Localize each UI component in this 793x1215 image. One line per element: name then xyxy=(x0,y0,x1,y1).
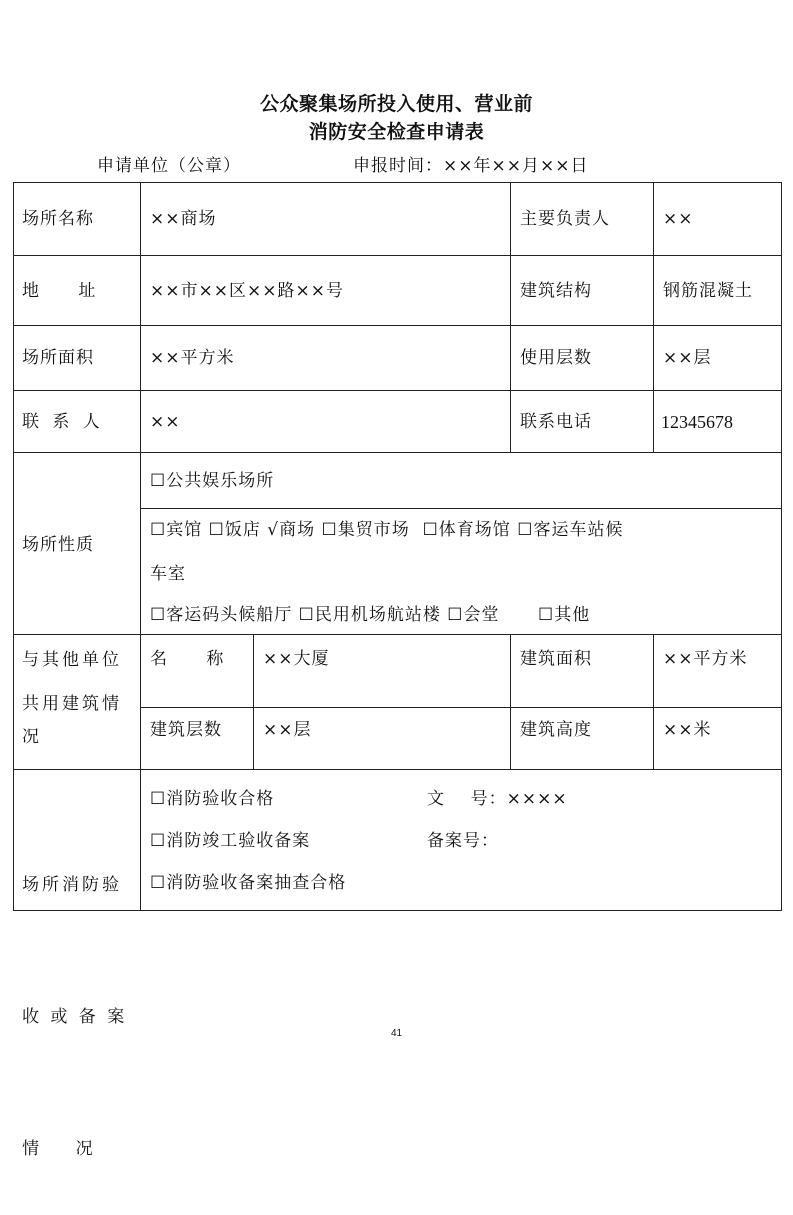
column-divider xyxy=(140,182,141,911)
shared-label-line1: 与其他单位 xyxy=(22,650,122,670)
address-value: ××市××区××路××号 xyxy=(150,281,344,301)
acceptance-option-record: ☐消防竣工验收备案 xyxy=(150,831,311,851)
submission-date-label: 申报时间：××年××月××日 xyxy=(353,156,589,176)
shared-label-line3: 况 xyxy=(22,727,42,747)
row-divider xyxy=(13,452,782,453)
shared-area-value: ××平方米 xyxy=(663,649,748,669)
shared-name-value: ××大厦 xyxy=(263,649,330,669)
shared-name-label: 名 称 xyxy=(150,649,225,669)
row-divider xyxy=(13,325,782,326)
column-divider xyxy=(510,182,511,452)
nature-option-line1: ☐公共娱乐场所 xyxy=(150,471,275,491)
applicant-unit-label: 申请单位（公章） xyxy=(97,156,241,176)
row-divider xyxy=(140,707,782,708)
address-label: 地 址 xyxy=(22,281,97,301)
phone-label: 联系电话 xyxy=(520,412,592,432)
row-divider xyxy=(13,634,782,635)
row-divider xyxy=(13,769,782,770)
nature-option-line4: ☐客运码头候船厅 ☐民用机场航站楼 ☐会堂 ☐其他 xyxy=(150,605,591,625)
area-value: ××平方米 xyxy=(150,348,235,368)
row-divider xyxy=(13,255,782,256)
venue-name-label: 场所名称 xyxy=(22,209,94,229)
row-divider xyxy=(13,390,782,391)
contact-label: 联 系 人 xyxy=(22,412,104,432)
structure-label: 建筑结构 xyxy=(520,281,592,301)
acceptance-label-line3: 情 况 xyxy=(22,1139,96,1159)
row-divider xyxy=(140,508,782,509)
acceptance-option-passed: ☐消防验收合格 xyxy=(150,789,275,809)
structure-value: 钢筋混凝土 xyxy=(663,281,753,301)
shared-height-value: ××米 xyxy=(663,720,712,740)
phone-value: 12345678 xyxy=(661,412,733,432)
floors-used-value: ××层 xyxy=(663,348,712,368)
shared-building-label xyxy=(22,638,122,750)
acceptance-label-line1: 场所消防验 xyxy=(22,875,122,895)
area-label: 场所面积 xyxy=(22,348,94,368)
main-person-label: 主要负责人 xyxy=(520,209,610,229)
acceptance-label-line2: 收 或 备 案 xyxy=(22,1007,128,1027)
shared-label-line2: 共用建筑情 xyxy=(22,694,122,714)
record-number: 备案号： xyxy=(427,831,499,851)
form-title-line1: 公众聚集场所投入使用、营业前 xyxy=(259,93,533,115)
venue-name-value: ××商场 xyxy=(150,209,217,229)
floors-used-label: 使用层数 xyxy=(520,348,592,368)
shared-floors-value: ××层 xyxy=(263,720,312,740)
column-divider xyxy=(253,634,254,769)
nature-option-line2: ☐宾馆 ☐饭店 √商场 ☐集贸市场 ☐体育场馆 ☐客运车站候 xyxy=(150,520,624,540)
document-number: 文 号：×××× xyxy=(427,789,568,809)
nature-option-line3: 车室 xyxy=(150,564,186,584)
nature-label: 场所性质 xyxy=(22,535,94,555)
form-title-line2: 消防安全检查申请表 xyxy=(308,121,485,143)
column-divider xyxy=(653,634,654,769)
acceptance-option-spot-check: ☐消防验收备案抽查合格 xyxy=(150,873,347,893)
main-person-value: ×× xyxy=(663,209,694,229)
shared-height-label: 建筑高度 xyxy=(520,720,592,740)
column-divider xyxy=(510,634,511,769)
shared-area-label: 建筑面积 xyxy=(520,649,592,669)
acceptance-label xyxy=(22,775,127,1215)
column-divider xyxy=(653,182,654,452)
page-number: 41 xyxy=(390,1028,403,1039)
contact-value: ×× xyxy=(150,412,181,432)
shared-floors-label: 建筑层数 xyxy=(150,720,222,740)
